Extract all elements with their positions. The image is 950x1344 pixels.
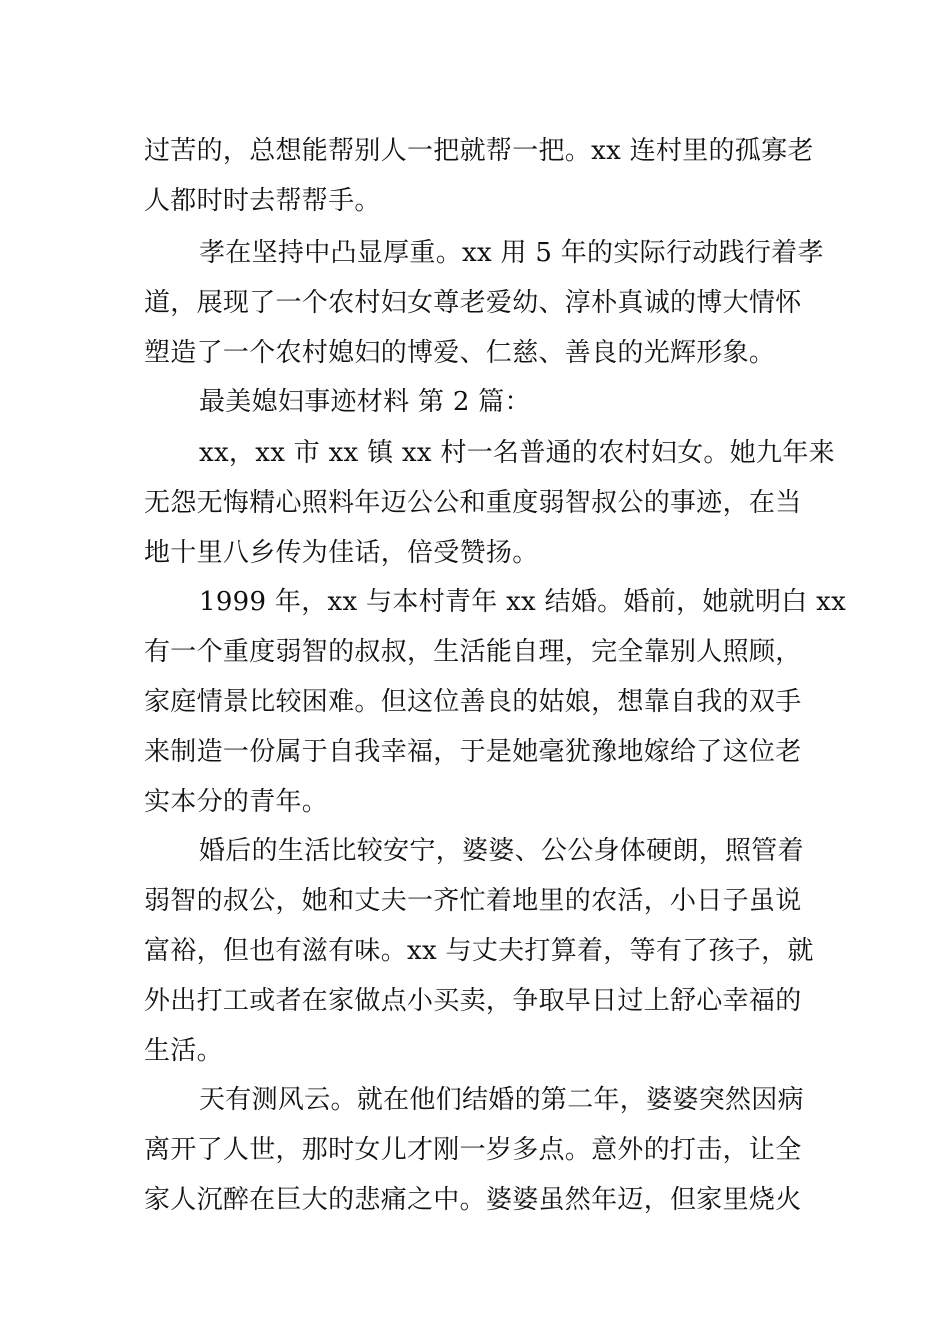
- text-line: 地十里八乡传为佳话，倍受赞扬。: [144, 538, 539, 568]
- text-line: 来制造一份属于自我幸福，于是她毫犹豫地嫁给了这位老: [144, 737, 802, 767]
- text-line: 过苦的，总想能帮别人一把就帮一把。xx 连村里的孤寡老: [144, 136, 814, 166]
- text-line: 实本分的青年。: [144, 787, 329, 817]
- text-line: 外出打工或者在家做点小买卖，争取早日过上舒心幸福的: [144, 986, 802, 1016]
- text-line: xx，xx 市 xx 镇 xx 村一名普通的农村妇女。她九年来: [199, 438, 835, 468]
- text-line: 弱智的叔公，她和丈夫一齐忙着地里的农活，小日子虽说: [144, 886, 802, 916]
- text-line: 离开了人世，那时女儿才刚一岁多点。意外的打击，让全: [144, 1135, 802, 1165]
- text-line: 家人沉醉在巨大的悲痛之中。婆婆虽然年迈，但家里烧火: [144, 1185, 802, 1215]
- text-line: 富裕，但也有滋有味。xx 与丈夫打算着，等有了孩子，就: [144, 936, 814, 966]
- text-line: 孝在坚持中凸显厚重。xx 用 5 年的实际行动践行着孝: [199, 238, 824, 268]
- text-line: 婚后的生活比较安宁，婆婆、公公身体硬朗，照管着: [199, 836, 804, 866]
- section-heading: 最美媳妇事迹材料 第 2 篇：: [199, 387, 531, 417]
- text-line: 塑造了一个农村媳妇的博爱、仁慈、善良的光辉形象。: [144, 338, 776, 368]
- text-line: 家庭情景比较困难。但这位善良的姑娘，想靠自我的双手: [144, 687, 802, 717]
- text-line: 无怨无悔精心照料年迈公公和重度弱智叔公的事迹，在当: [144, 488, 802, 518]
- text-line: 道，展现了一个农村妇女尊老爱幼、淳朴真诚的博大情怀: [144, 288, 802, 318]
- text-line: 有一个重度弱智的叔叔，生活能自理，完全靠别人照顾，: [144, 637, 802, 667]
- text-line: 1999 年，xx 与本村青年 xx 结婚。婚前，她就明白 xx: [199, 587, 847, 617]
- text-line: 天有测风云。就在他们结婚的第二年，婆婆突然因病: [199, 1085, 804, 1115]
- text-line: 生活。: [144, 1036, 223, 1066]
- text-line: 人都时时去帮帮手。: [144, 186, 381, 216]
